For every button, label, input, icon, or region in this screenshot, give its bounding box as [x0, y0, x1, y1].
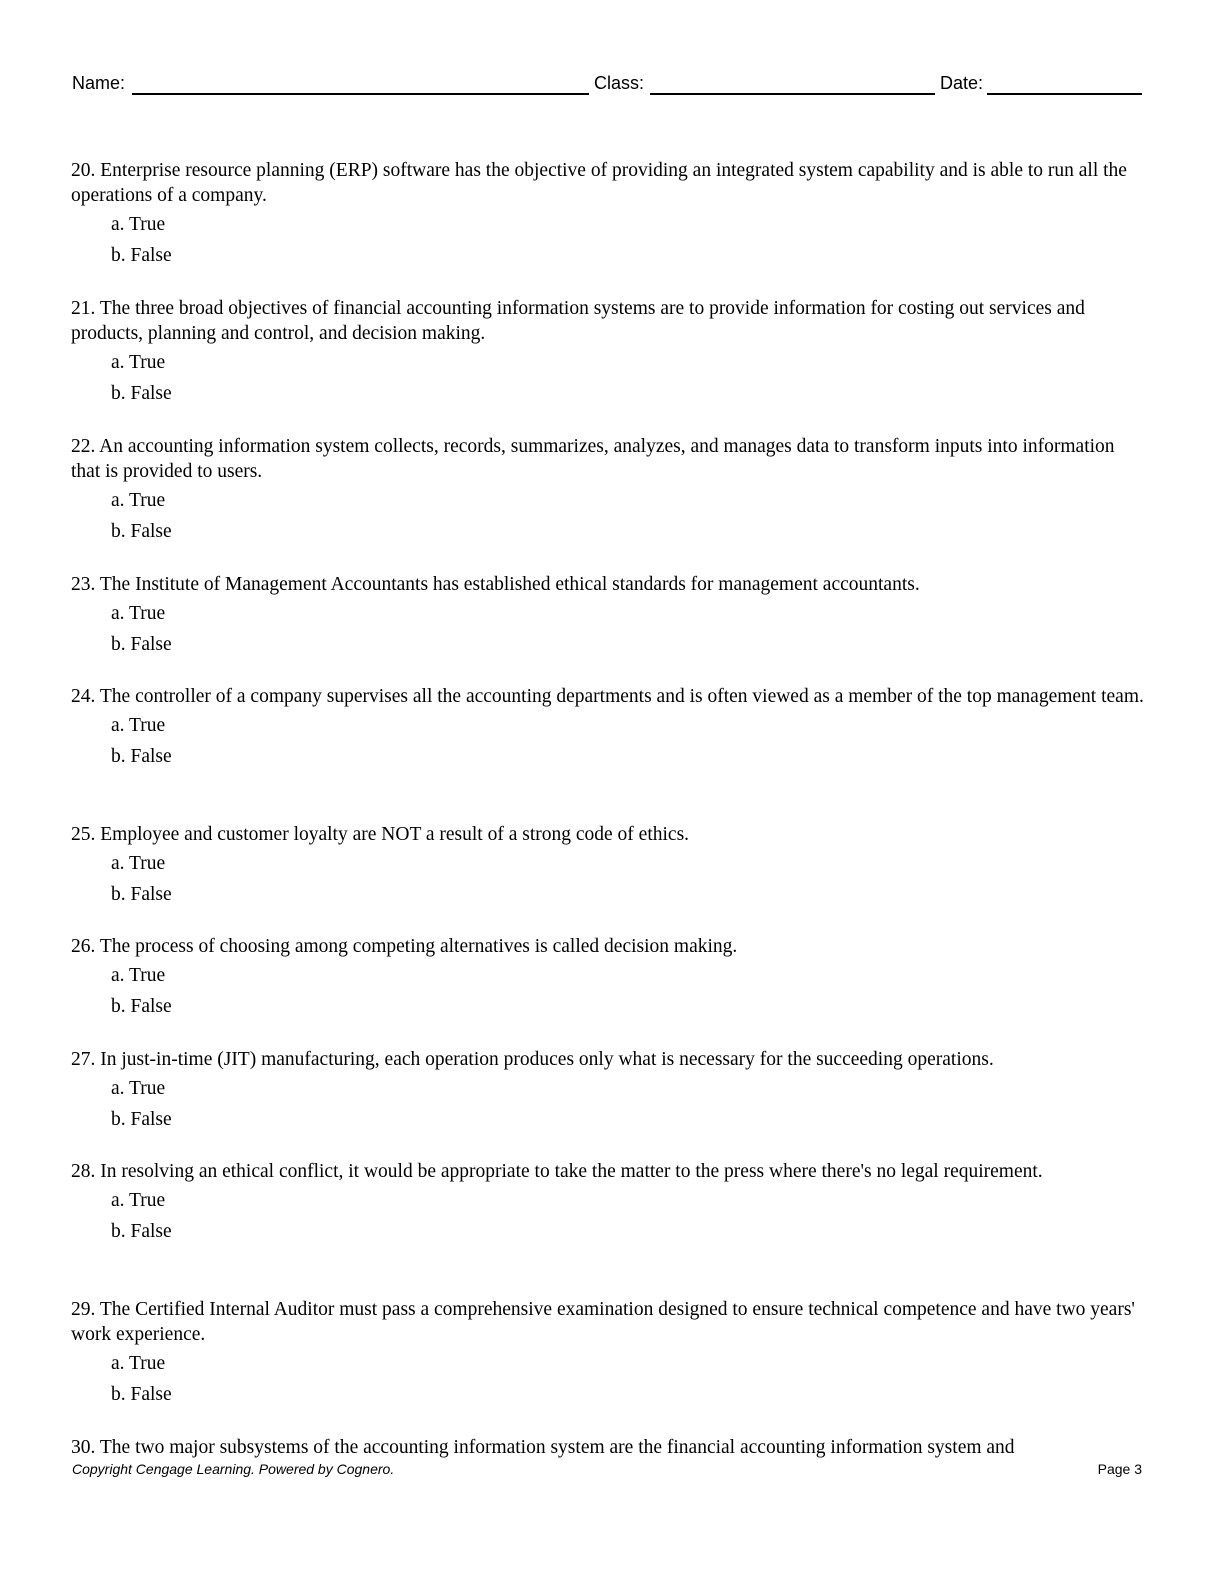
- option-true[interactable]: a. True: [111, 1190, 166, 1211]
- option-true[interactable]: a. True: [111, 965, 166, 986]
- worksheet-header: [72, 70, 1142, 98]
- option-true[interactable]: a. True: [111, 1353, 166, 1374]
- option-false[interactable]: b. False: [111, 746, 172, 767]
- question-stem: 26. The process of choosing among competing alternatives is called decision making.: [71, 936, 738, 957]
- page-number: Page 3: [1097, 1461, 1142, 1477]
- option-false[interactable]: b. False: [111, 884, 172, 905]
- question-29: [71, 1297, 1146, 1410]
- question-stem: 21. The three broad objectives of financial accounting information systems are to provide information for costing out services and products, planning and control, and decision making.: [71, 298, 1085, 344]
- question-27: [71, 1047, 1146, 1135]
- question-stem: 20. Enterprise resource planning (ERP) software has the objective of providing an integrated system capability and is able to run all the operations of a company.: [71, 160, 1127, 206]
- option-true[interactable]: a. True: [111, 352, 166, 373]
- option-true[interactable]: a. True: [111, 715, 166, 736]
- option-true[interactable]: a. True: [111, 490, 166, 511]
- question-23: [71, 572, 1146, 660]
- question-26: [71, 934, 1146, 1022]
- question-stem: 28. In resolving an ethical conflict, it would be appropriate to take the matter to the press where there's no legal requirement.: [71, 1161, 1043, 1182]
- option-false[interactable]: b. False: [111, 996, 172, 1017]
- option-false[interactable]: b. False: [111, 383, 172, 404]
- question-22: [71, 434, 1146, 547]
- option-true[interactable]: a. True: [111, 853, 166, 874]
- option-true[interactable]: a. True: [111, 603, 166, 624]
- option-false[interactable]: b. False: [111, 634, 172, 655]
- question-stem: 30. The two major subsystems of the accounting information system are the financial accounting information system and: [71, 1437, 1015, 1458]
- question-30: [71, 1435, 1146, 1460]
- question-stem: 29. The Certified Internal Auditor must pass a comprehensive examination designed to ensure technical competence and have two years' work experience.: [71, 1299, 1135, 1345]
- option-false[interactable]: b. False: [111, 245, 172, 266]
- option-true[interactable]: a. True: [111, 214, 166, 235]
- class-field[interactable]: [650, 93, 935, 95]
- copyright-footer: Copyright Cengage Learning. Powered by Cognero.: [72, 1461, 395, 1477]
- name-label: Name:: [72, 73, 126, 93]
- question-stem: 24. The controller of a company supervises all the accounting departments and is often viewed as a member of the top management team.: [71, 686, 1144, 707]
- name-field[interactable]: [132, 93, 589, 95]
- question-24: [71, 684, 1146, 772]
- question-20: [71, 158, 1146, 271]
- question-25: [71, 822, 1146, 910]
- option-false[interactable]: b. False: [111, 1221, 172, 1242]
- option-false[interactable]: b. False: [111, 1109, 172, 1130]
- option-false[interactable]: b. False: [111, 521, 172, 542]
- question-21: [71, 296, 1146, 409]
- question-stem: 23. The Institute of Management Accountants has established ethical standards for management accountants.: [71, 574, 920, 595]
- question-28: [71, 1159, 1146, 1247]
- question-stem: 22. An accounting information system collects, records, summarizes, analyzes, and manages data to transform inputs into information that is provided to users.: [71, 436, 1115, 482]
- class-label: Class:: [594, 73, 645, 93]
- date-field[interactable]: [987, 93, 1142, 95]
- date-label: Date:: [940, 73, 984, 93]
- question-stem: 25. Employee and customer loyalty are NOT a result of a strong code of ethics.: [71, 824, 690, 845]
- option-false[interactable]: b. False: [111, 1384, 172, 1405]
- option-true[interactable]: a. True: [111, 1078, 166, 1099]
- question-stem: 27. In just-in-time (JIT) manufacturing, each operation produces only what is necessary for the succeeding operations.: [71, 1049, 994, 1070]
